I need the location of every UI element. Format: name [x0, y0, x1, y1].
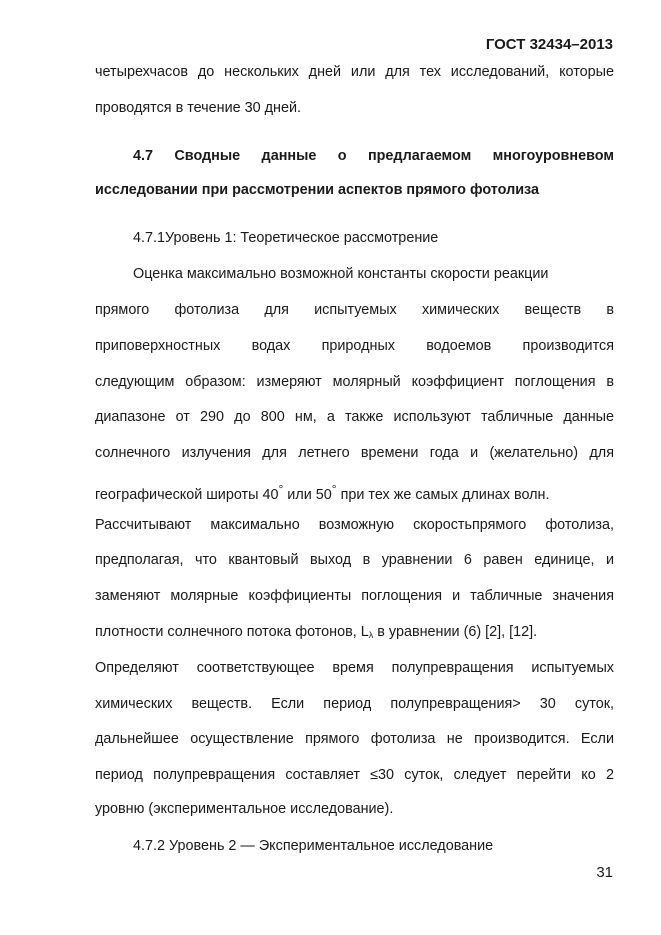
latitude-text-2: или 50	[283, 486, 332, 503]
page-number: 31	[596, 864, 613, 881]
lambda-subscript: λ	[368, 630, 374, 640]
paragraph-line-7	[95, 479, 614, 505]
subsection-title-2: 4.7.2 Уровень 2 — Экспериментальное исследование	[133, 838, 494, 854]
paragraph-line-8: Рассчитывают максимально возможную скоростьпрямого фотолиза,	[95, 517, 614, 533]
document-standard-header: ГОСТ 32434–2013	[485, 36, 613, 53]
paragraph-line-9: предполагая, что квантовый выход в уравнении 6 равен единице, и	[95, 552, 614, 568]
paragraph-line-12: Определяют соответствующее время полупревращения испытуемых	[95, 660, 614, 676]
paragraph-line-3: приповерхностных водах природных водоемов производится	[95, 338, 614, 354]
paragraph-line-5: диапазоне от 290 до 800 нм, а также используют табличные данные	[95, 409, 614, 425]
photon-flux-text: плотности солнечного потока фотонов, L	[95, 624, 369, 640]
paragraph-line-4: следующим образом: измеряют молярный коэффициент поглощения в	[95, 374, 614, 390]
paragraph-line-15: период полупревращения составляет ≤30 суток, следует перейти ко 2	[95, 767, 614, 783]
intro-line-2: проводятся в течение 30 дней.	[95, 100, 302, 116]
paragraph-line-11	[95, 622, 614, 645]
paragraph-line-13: химических веществ. Если период полупревращения> 30 суток,	[95, 696, 614, 712]
equation-reference-text: в уравнении (6) [2], [12].	[373, 624, 538, 640]
section-heading-line-1: 4.7 Сводные данные о предлагаемом многоуровневом	[133, 148, 614, 164]
degree-sign-2: °	[331, 482, 337, 496]
paragraph-line-6: солнечного излучения для летнего времени года и (желательно) для	[95, 445, 614, 461]
latitude-text-3: при тех же самых длинах волн.	[336, 486, 550, 503]
intro-line-1: четырехчасов до нескольких дней или для тех исследований, которые	[95, 64, 614, 80]
latitude-text-1: географической широты 40	[95, 486, 279, 503]
paragraph-line-10: заменяют молярные коэффициенты поглощения и табличные значения	[95, 588, 614, 604]
paragraph-line-2: прямого фотолиза для испытуемых химических веществ в	[95, 302, 614, 318]
paragraph-line-1: Оценка максимально возможной константы скорости реакции	[133, 266, 549, 282]
paragraph-line-14: дальнейшее осуществление прямого фотолиза не производится. Если	[95, 731, 614, 747]
degree-sign-1: °	[278, 482, 284, 496]
paragraph-line-16: уровню (экспериментальное исследование).	[95, 801, 394, 817]
subsection-title-1: 4.7.1Уровень 1: Теоретическое рассмотрение	[133, 230, 439, 246]
section-heading-line-2: исследовании при рассмотрении аспектов прямого фотолиза	[95, 182, 540, 198]
